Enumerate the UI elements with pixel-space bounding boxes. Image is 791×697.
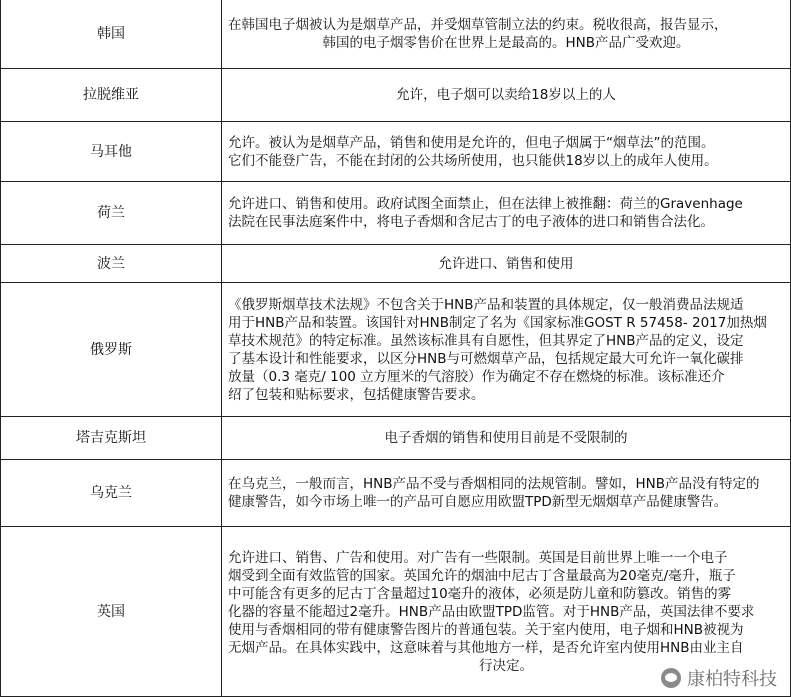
- description-cell: [222, 460, 791, 527]
- country-cell: 俄罗斯: [1, 283, 222, 417]
- description-line: 无烟产品。在具体实践中，这意味着与其他地方一样，是否允许室内使用HNB由业主自: [228, 639, 744, 656]
- description-line: 放量（0.3 毫克/ 100 立方厘米的气溶胶）作为确定不存在燃烧的标准。该标准还介: [228, 368, 725, 385]
- description-line: 《俄罗斯烟草技术法规》不包含关于HNB产品和装置的具体规定，仅一般消费品法规适: [228, 296, 744, 313]
- table-row: [1, 283, 791, 417]
- table-row: [1, 69, 791, 122]
- description-line: 行决定。: [479, 657, 533, 674]
- country-cell: 荷兰: [1, 182, 222, 245]
- country-cell: 马耳他: [1, 122, 222, 182]
- description-line: 烟受到全面有效监管的国家。英国允许的烟油中尼古丁含量最高为20毫克/毫升，瓶子: [228, 567, 736, 584]
- description-line: 允许。被认为是烟草产品，销售和使用是允许的，但电子烟属于“烟草法”的范围。: [228, 134, 715, 151]
- description-cell: [222, 182, 791, 245]
- description-line: 了基本设计和性能要求，以区分HNB与可燃烟草产品，包括规定最大可允许一氧化碳排: [228, 350, 744, 367]
- table-row: [1, 122, 791, 182]
- country-cell: 波兰: [1, 245, 222, 283]
- country-cell: 塔吉克斯坦: [1, 417, 222, 460]
- description-line: 健康警告，如今市场上唯一的产品可自愿应用欧盟TPD新型无烟烟草产品健康警告。: [228, 494, 728, 510]
- description-cell: [222, 69, 791, 122]
- watermark: [661, 665, 777, 691]
- description-line: 它们不能登广告，不能在封闭的公共场所使用，也只能供18岁以上的成年人使用。: [228, 152, 718, 169]
- country-cell: 乌克兰: [1, 460, 222, 527]
- description-line: 电子香烟的销售和使用目前是不受限制的: [384, 430, 628, 446]
- description-line: 使用与香烟相同的带有健康警告图片的普通包装。关于室内使用，电子烟和HNB被视为: [228, 621, 744, 638]
- country-cell: 拉脱维亚: [1, 69, 222, 122]
- table-row: [1, 0, 791, 69]
- table-row: [1, 182, 791, 245]
- description-cell: [222, 0, 791, 69]
- description-line: 允许进口、销售和使用。政府试图全面禁止，但在法律上被推翻：荷兰的Gravenhage: [228, 196, 743, 212]
- description-line: 草技术规范》的特定标准。虽然该标准具有自愿性，但其界定了HNB产品的定义，设定: [228, 332, 744, 349]
- description-cell: [222, 245, 791, 283]
- table-row: [1, 460, 791, 527]
- description-line: 中可能含有更多的尼古丁含量超过10毫升的液体，必须是防儿童和防篡改。销售的雾: [228, 585, 732, 602]
- description-cell: [222, 283, 791, 417]
- description-line: 绍了包装和贴标要求，包括健康警告要求。: [228, 386, 485, 403]
- description-line: 法院在民事法庭案件中，将电子香烟和含尼古丁的电子液体的进口和销售合法化。: [228, 214, 714, 230]
- description-cell: [222, 122, 791, 182]
- description-line: 允许进口、销售、广告和使用。对广告有一些限制。英国是目前世界上唯一一个电子: [228, 549, 728, 566]
- description-line: 在韩国电子烟被认为是烟草产品，并受烟草管制立法的约束。税收很高，报告显示，: [228, 16, 728, 33]
- description-cell: [222, 417, 791, 460]
- description-line: 用于HNB产品和装置。该国针对HNB制定了名为《国家标准GOST R 57458- 2017加热烟: [228, 314, 767, 331]
- description-line: 韩国的电子烟零售价在世界上是最高的。HNB产品广受欢迎。: [322, 34, 690, 51]
- country-cell: 英国: [1, 527, 222, 697]
- description-line: 在乌克兰，一般而言，HNB产品不受与香烟相同的法规管制。譬如，HNB产品没有特定的: [228, 476, 760, 492]
- table-row: [1, 245, 791, 283]
- description-line: 允许进口、销售和使用: [438, 255, 574, 272]
- wechat-icon: [661, 668, 681, 688]
- country-cell: 韩国: [1, 0, 222, 69]
- watermark-text: 康柏特科技: [687, 669, 777, 690]
- description-line: 允许，电子烟可以卖给18岁以上的人: [396, 87, 616, 103]
- table-row: [1, 417, 791, 460]
- description-line: 化器的容量不能超过2毫升。HNB产品由欧盟TPD监管。对于HNB产品，英国法律不要求: [228, 603, 755, 620]
